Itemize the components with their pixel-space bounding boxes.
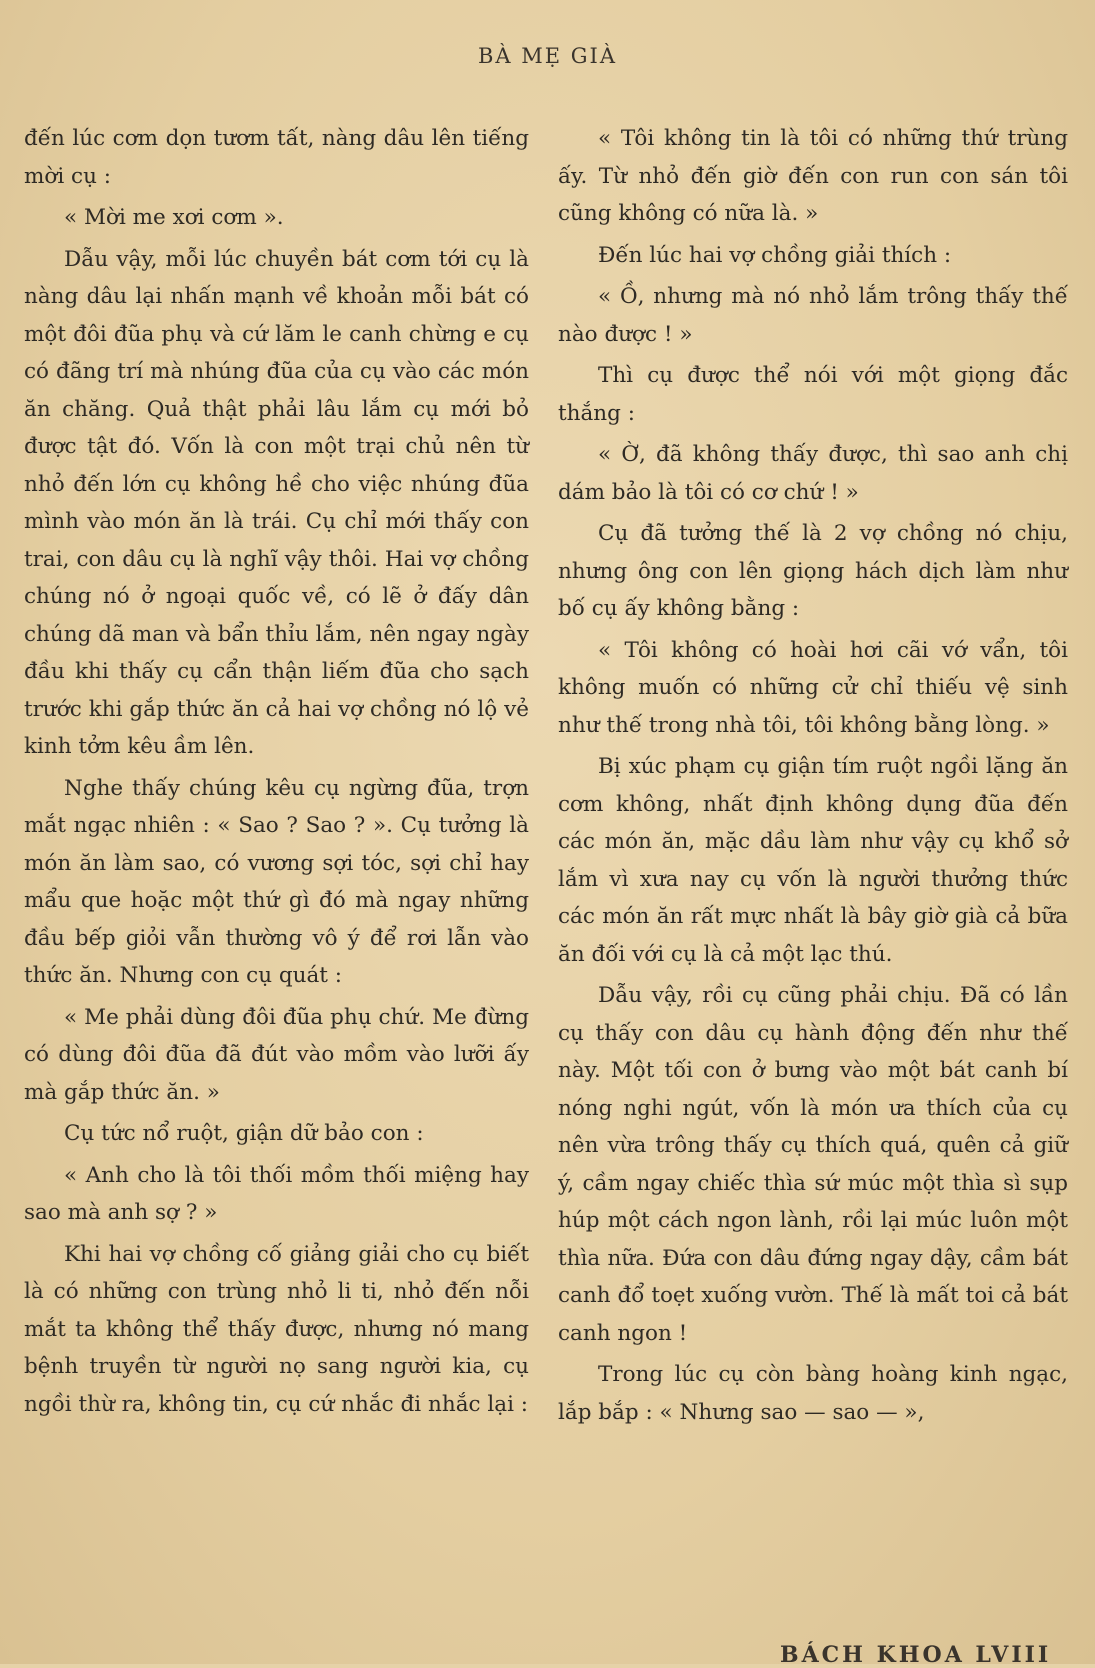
- paragraph: Đến lúc hai vợ chồng giải thích :: [598, 242, 952, 268]
- paragraph: đến lúc cơm dọn tươm tất, nàng dâu lên tiếng mời cụ :: [24, 126, 529, 189]
- paragraph: Trong lúc cụ còn bàng hoàng kinh ngạc, lắp bắp : « Nhưng sao — sao — »,: [558, 1362, 1068, 1425]
- paragraph: « Ồ, nhưng mà nó nhỏ lắm trông thấy thế nào được ! »: [558, 284, 1068, 347]
- paragraph: « Tôi không có hoài hơi cãi vớ vẩn, tôi không muốn có những cử chỉ thiếu vệ sinh như thế trong nhà tôi, tôi không bằng lòng. »: [558, 637, 1068, 738]
- page-header-title: BÀ MẸ GIÀ: [477, 44, 618, 68]
- paragraph: « Mời me xơi cơm ».: [64, 205, 284, 230]
- page-footer: BÁCH KHOA LVIII: [780, 1642, 1052, 1668]
- paragraph: Khi hai vợ chồng cố giảng giải cho cụ biết là có những con trùng nhỏ li ti, nhỏ đến nỗi mắt ta không thể thấy được, nhưng nó mang bệnh truyền từ người nọ sang người kia, cụ ngồi thừ ra, không tin, cụ cứ nhắc đi nhắc lại :: [24, 1241, 529, 1417]
- paragraph: Nghe thấy chúng kêu cụ ngừng đũa, trợn mắt ngạc nhiên : « Sao ? Sao ? ». Cụ tưởng là món ăn làm sao, có vương sợi tóc, sợi chỉ hay mẩu que hoặc một thứ gì đó mà ngay những đầu bếp giỏi vẫn thường vô ý để rơi lẫn vào thức ăn. Nhưng con cụ quát :: [24, 775, 529, 988]
- left-column: [24, 120, 529, 1427]
- paragraph: Bị xúc phạm cụ giận tím ruột ngồi lặng ăn cơm không, nhất định không dụng đũa đến các món ăn, mặc dầu làm như vậy cụ khổ sở lắm vì xưa nay cụ vốn là người thưởng thức các món ăn rất mực nhất là bây giờ già cả bữa ăn đối với cụ là cả một lạc thú.: [558, 754, 1068, 967]
- paragraph: Dẫu vậy, mỗi lúc chuyền bát cơm tới cụ là nàng dâu lại nhấn mạnh về khoản mỗi bát có một đôi đũa phụ và cứ lăm le canh chừng e cụ có đãng trí mà nhúng đũa của cụ vào các món ăn chăng. Quả thật phải lâu lắm cụ mới bỏ được tật đó. Vốn là con một trại chủ nên từ nhỏ đến lớn cụ không hề cho việc nhúng đũa mình vào món ăn là trái. Cụ chỉ mới thấy con trai, con dâu cụ là nghĩ vậy thôi. Hai vợ chồng chúng nó ở ngoại quốc về, có lẽ ở đấy dân chúng dã man và bẩn thỉu lắm, nên ngay ngày đầu khi thấy cụ cẩn thận liếm đũa cho sạch trước khi gắp thức ăn cả hai vợ chồng nó lộ vẻ kinh tởm kêu ầm lên.: [24, 246, 529, 759]
- paragraph: « Me phải dùng đôi đũa phụ chứ. Me đừng có dùng đôi đũa đã đút vào mồm vào lưỡi ấy mà gắp thức ăn. »: [24, 1004, 529, 1105]
- paragraph: Cụ đã tưởng thế là 2 vợ chồng nó chịu, nhưng ông con lên giọng hách dịch làm như bố cụ ấy không bằng :: [558, 521, 1068, 621]
- right-column: [558, 120, 1068, 1435]
- paragraph: « Tôi không tin là tôi có những thứ trùng ấy. Từ nhỏ đến giờ đến con run con sán tôi cũng không có nữa là. »: [558, 126, 1068, 226]
- paragraph: Thì cụ được thể nói với một giọng đắc thắng :: [558, 363, 1068, 426]
- paragraph: Dẫu vậy, rồi cụ cũng phải chịu. Đã có lần cụ thấy con dâu cụ hành động đến như thế này. Một tối con ở bưng vào một bát canh bí nóng nghi ngút, vốn là món ưa thích của cụ nên vừa trông thấy cụ thích quá, quên cả giữ ý, cầm ngay chiếc thìa sứ múc một thìa sì sụp húp một cách ngon lành, rồi lại múc luôn một thìa nữa. Đứa con dâu đứng ngay dậy, cầm bát canh đổ toẹt xuống vườn. Thế là mất toi cả bát canh ngon !: [558, 983, 1068, 1346]
- paragraph: Cụ tức nổ ruột, giận dữ bảo con :: [64, 1121, 424, 1146]
- paragraph: « Ờ, đã không thấy được, thì sao anh chị dám bảo là tôi có cơ chứ ! »: [558, 442, 1068, 505]
- paragraph: « Anh cho là tôi thối mồm thối miệng hay sao mà anh sợ ? »: [24, 1162, 529, 1225]
